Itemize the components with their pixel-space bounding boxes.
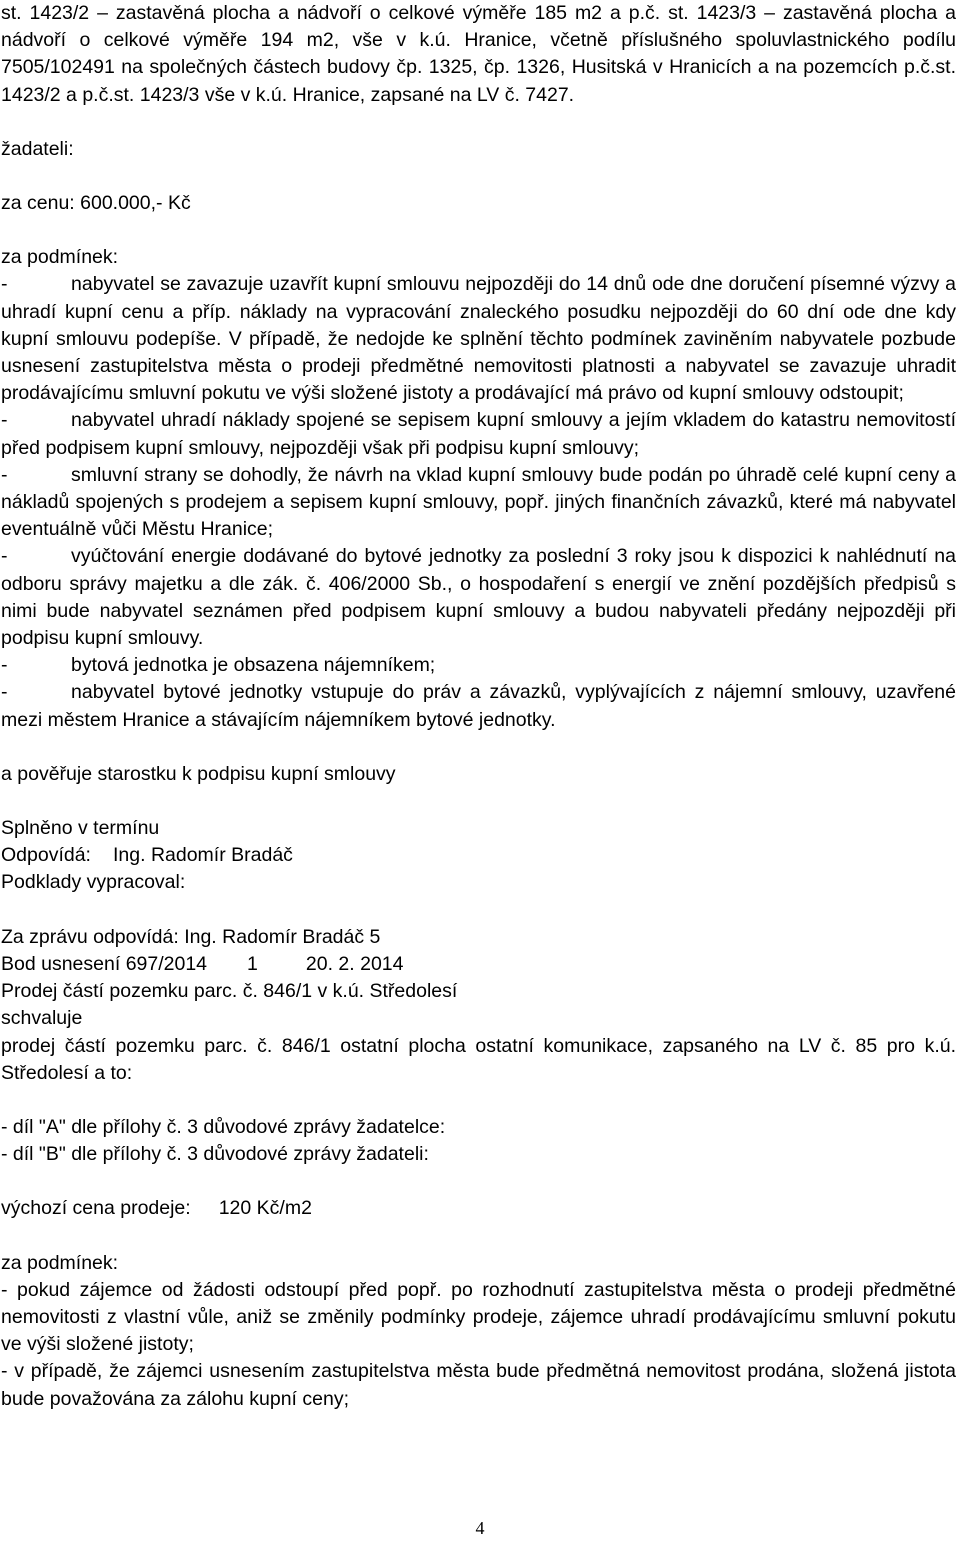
sale-text: prodej částí pozemku parc. č. 846/1 ostatní plocha ostatní komunikace, zapsaného na LV č. 85 pro k.ú. Středolesí a to: (1, 1034, 956, 1084)
dash-marker: - (1, 681, 8, 704)
report-line (0, 924, 956, 951)
spacer (0, 109, 960, 136)
approves-line: schvaluje (1, 1007, 83, 1030)
part-a-line: - díl "A" dle přílohy č. 3 důvodové zprávy žadatelce: (1, 1115, 446, 1138)
condition-text: nabyvatel uhradí náklady spojené se sepisem kupní smlouvy a jejím vkladem do katastru nemovitostí před podpisem kupní smlouvy, nejpozději však při podpisu kupní smlouvy; (1, 409, 956, 459)
report-label: Za zprávu odpovídá: (1, 925, 179, 948)
applicants-label: žadateli: (1, 137, 74, 160)
authorizes-line: a pověřuje starostku k podpisu kupní smlouvy (1, 762, 396, 785)
dash-marker: - (1, 463, 8, 486)
condition-item (0, 543, 956, 652)
spacer (0, 1087, 960, 1114)
spacer (0, 163, 960, 190)
responsible-label: Odpovídá: (1, 844, 91, 867)
spacer (0, 897, 960, 924)
resolution-count: 1 (247, 952, 258, 975)
dash-marker: - (1, 545, 8, 568)
condition-text: smluvní strany se dohodly, že návrh na vklad kupní smlouvy bude podán po úhradě celé kupní ceny a nákladů spojených s prodejem a sepisem kupní smlouvy, popř. jiných finančních závazků, které má nabyvatel eventuálně vůči Městu Hranice; (1, 463, 956, 541)
conditions-label: za podmínek: (1, 246, 119, 269)
sale-title: Prodej částí pozemku parc. č. 846/1 v k.ú. Středolesí (1, 980, 458, 1003)
intro-paragraph: st. 1423/2 – zastavěná plocha a nádvoří o celkové výměře 185 m2 a p.č. st. 1423/3 – zastavěná plocha a nádvoří o celkové výměře 194 m2, vše v k.ú. Hranice, včetně příslušného spoluvlastnického podílu 7505/102491 na společných částech budovy čp. 1325, čp. 1326, Husitská v Hranicích a na pozemcích p.č.st. 1423/2 a p.č.st. 1423/3 vše v k.ú. Hranice, zapsané na LV č. 7427. (1, 2, 956, 106)
spacer (0, 1168, 960, 1195)
condition2-item: - v případě, že zájemci usnesením zastupitelstva města bude předmětná nemovitost prodána, složená jistota bude považována za zálohu kupní ceny; (1, 1360, 956, 1410)
base-price-label: výchozí cena prodeje: (1, 1197, 191, 1220)
resolution-line (0, 951, 956, 978)
report-name: Ing. Radomír Bradáč (184, 925, 365, 948)
condition-item (0, 271, 956, 407)
dash-marker: - (1, 654, 8, 677)
dash-marker: - (1, 409, 8, 432)
condition-text: nabyvatel bytové jednotky vstupuje do práv a závazků, vyplývajících z nájemní smlouvy, uzavřené mezi městem Hranice a stávajícím nájemníkem bytové jednotky. (1, 681, 956, 731)
prepared-by-line: Podklady vypracoval: (1, 871, 186, 894)
spacer (0, 1223, 960, 1250)
condition2-item: - pokud zájemce od žádosti odstoupí před popř. po rozhodnutí zastupitelstva města o prodeji předmětné nemovitosti z vlastní vůle, aniž se změnily podmínky prodeje, zájemce uhradí prodávajícímu smluvní pokutu ve výši složené jistoty; (1, 1278, 956, 1356)
resolution-label: Bod usnesení (1, 952, 121, 975)
condition-item (0, 407, 956, 461)
fulfilled-line: Splněno v termínu (1, 817, 160, 840)
condition-text: nabyvatel se zavazuje uzavřít kupní smlouvu nejpozději do 14 dnů ode dne doručení písemné výzvy a uhradí kupní cenu a příp. náklady na vypracování znaleckého posudku nejpozději do 60 dní ode dne kdy kupní smlouvu podepíše. V případě, že nedojde ke splnění těchto podmínek zaviněním nabyvatele pozbude usnesení zastupitelstva města o prodeji předmětné nemovitosti platnosti a nabyvatel se zavazuje uhradit prodávajícímu smluvní pokutu ve výši složené jistoty a prodávající má právo od kupní smlouvy odstoupit; (1, 273, 956, 405)
report-number: 5 (369, 925, 381, 948)
condition-text: vyúčtování energie dodávané do bytové jednotky za poslední 3 roky jsou k dispozici k nahlédnutí na odboru správy majetku a dle zák. č. 406/2000 Sb., o hospodaření s energií ve znění pozdějších předpisů s nimi bude nabyvatel seznámen před podpisem kupní smlouvy a budou nabyvateli předány nejpozději při podpisu kupní smlouvy. (1, 545, 956, 650)
conditions2-label: za podmínek: (1, 1251, 119, 1274)
resolution-number: 697/2014 (125, 952, 208, 975)
condition-item (0, 679, 956, 733)
part-b-line: - díl "B" dle přílohy č. 3 důvodové zprávy žadateli: (1, 1143, 429, 1166)
condition-text: bytová jednotka je obsazena nájemníkem; (71, 654, 436, 677)
condition-item (0, 462, 956, 544)
base-price-line (0, 1195, 956, 1222)
spacer (0, 788, 960, 815)
base-price-value: 120 Kč/m2 (218, 1197, 312, 1220)
dash-marker: - (1, 273, 8, 296)
price-line: za cenu: 600.000,- Kč (1, 192, 191, 215)
page-number: 4 (475, 1518, 485, 1538)
responsible-name: Ing. Radomír Bradáč (113, 844, 293, 867)
spacer (0, 734, 960, 761)
responsible-line (0, 842, 956, 869)
condition-item (0, 652, 956, 679)
resolution-date: 20. 2. 2014 (305, 952, 404, 975)
spacer (0, 217, 960, 244)
